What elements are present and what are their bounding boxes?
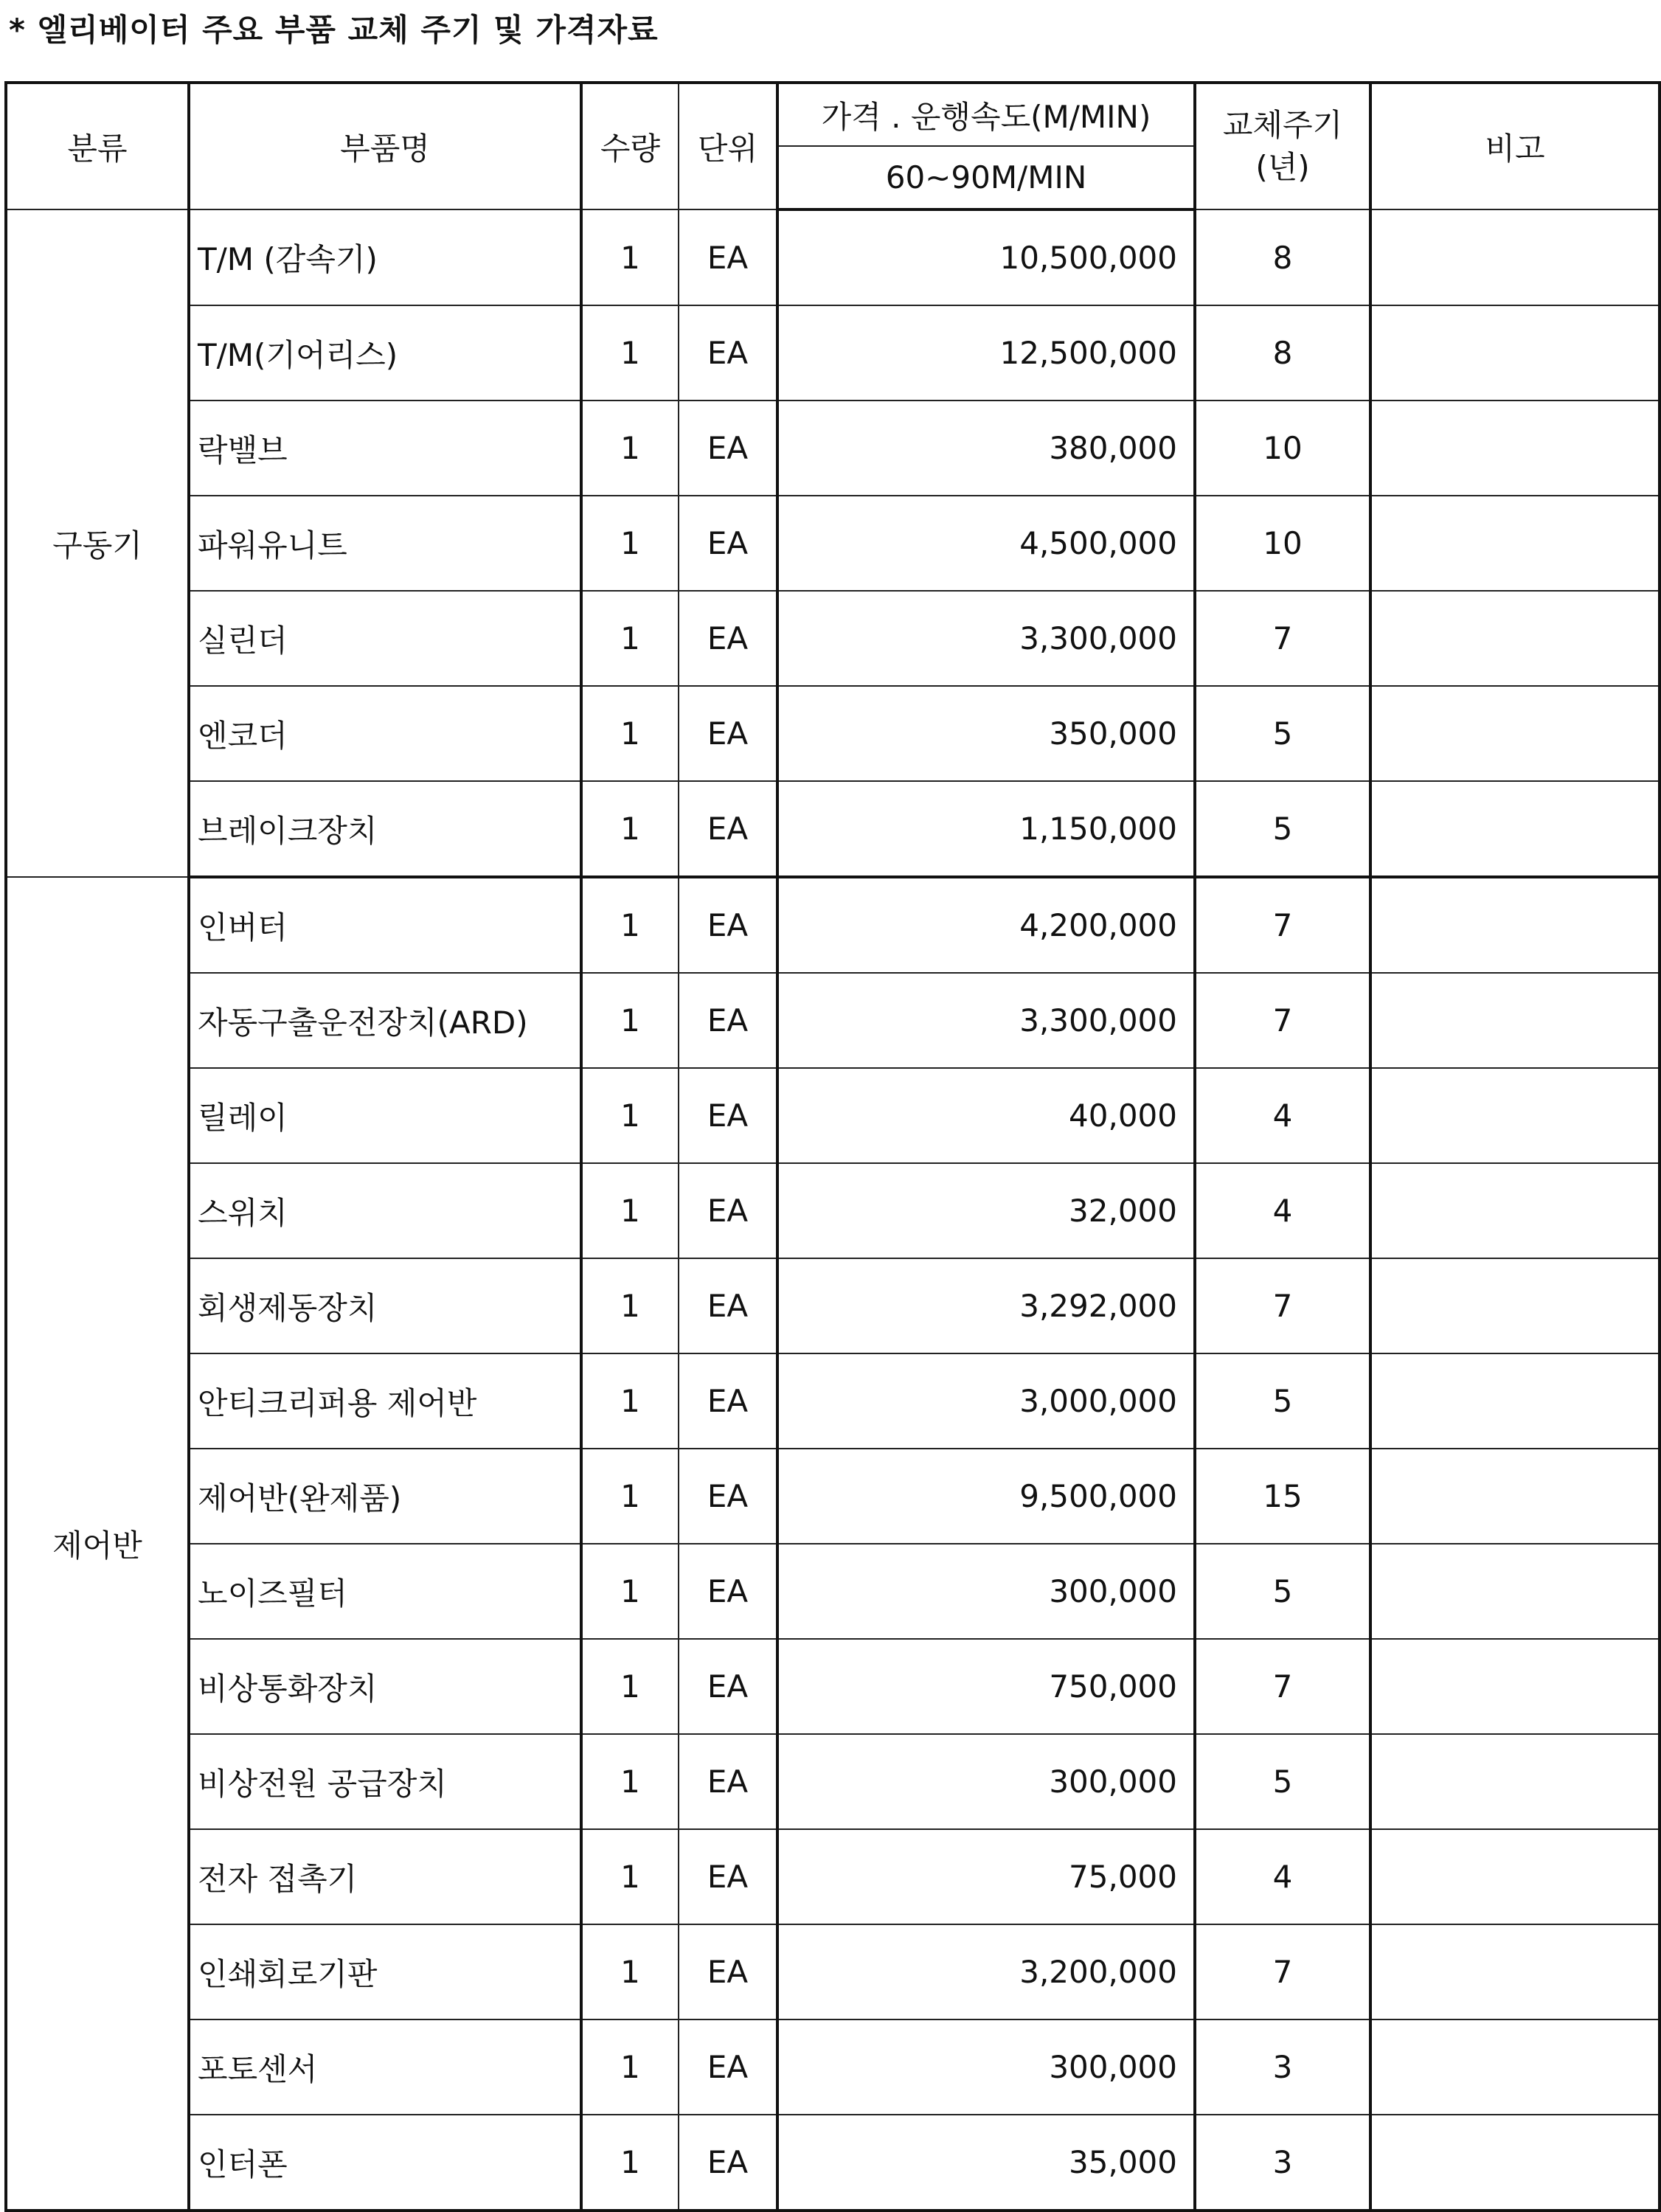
part-name-cell: 전자 접촉기: [189, 1829, 581, 1924]
table-row: [6, 209, 1660, 305]
cycle-cell: 4: [1195, 1068, 1370, 1163]
cycle-cell: 7: [1195, 1258, 1370, 1353]
quantity-cell: 1: [581, 1544, 679, 1639]
unit-cell: EA: [679, 1449, 777, 1544]
category-cell: 구동기: [6, 209, 189, 877]
note-cell: [1370, 401, 1660, 496]
table-body: [6, 209, 1660, 2211]
part-name-cell: T/M(기어리스): [189, 305, 581, 401]
unit-cell: EA: [679, 496, 777, 591]
unit-cell: EA: [679, 1258, 777, 1353]
document-title: * 엘리베이터 주요 부품 교체 주기 및 가격자료: [9, 12, 659, 48]
price-cell: 750,000: [777, 1639, 1195, 1734]
part-name-cell: 안티크리퍼용 제어반: [189, 1353, 581, 1449]
price-cell: 4,200,000: [777, 877, 1195, 973]
quantity-cell: 1: [581, 305, 679, 401]
unit-cell: EA: [679, 2115, 777, 2211]
price-cell: 3,200,000: [777, 1924, 1195, 2019]
cycle-cell: 5: [1195, 1353, 1370, 1449]
price-cell: 40,000: [777, 1068, 1195, 1163]
table-header: [6, 83, 1660, 209]
price-cell: 4,500,000: [777, 496, 1195, 591]
unit-cell: EA: [679, 2019, 777, 2115]
part-name-cell: 노이즈필터: [189, 1544, 581, 1639]
unit-cell: EA: [679, 209, 777, 305]
table-row: [6, 1353, 1660, 1449]
note-cell: [1370, 781, 1660, 877]
note-cell: [1370, 686, 1660, 781]
cycle-cell: 3: [1195, 2019, 1370, 2115]
cycle-cell: 7: [1195, 877, 1370, 973]
note-cell: [1370, 1924, 1660, 2019]
header-part-name: 부품명: [189, 83, 581, 209]
price-cell: 1,150,000: [777, 781, 1195, 877]
price-cell: 12,500,000: [777, 305, 1195, 401]
part-name-cell: 제어반(완제품): [189, 1449, 581, 1544]
part-name-cell: T/M (감속기): [189, 209, 581, 305]
quantity-cell: 1: [581, 1449, 679, 1544]
quantity-cell: 1: [581, 1924, 679, 2019]
note-cell: [1370, 2115, 1660, 2211]
table-row: [6, 1449, 1660, 1544]
quantity-cell: 1: [581, 209, 679, 305]
unit-cell: EA: [679, 1734, 777, 1829]
part-name-cell: 자동구출운전장치(ARD): [189, 973, 581, 1068]
quantity-cell: 1: [581, 877, 679, 973]
price-cell: 3,292,000: [777, 1258, 1195, 1353]
table-row: [6, 305, 1660, 401]
cycle-cell: 5: [1195, 686, 1370, 781]
quantity-cell: 1: [581, 2019, 679, 2115]
quantity-cell: 1: [581, 2115, 679, 2211]
part-name-cell: 포토센서: [189, 2019, 581, 2115]
part-name-cell: 인터폰: [189, 2115, 581, 2211]
note-cell: [1370, 1353, 1660, 1449]
header-quantity: 수량: [581, 83, 679, 209]
note-cell: [1370, 1068, 1660, 1163]
unit-cell: EA: [679, 1639, 777, 1734]
cycle-cell: 10: [1195, 401, 1370, 496]
price-cell: 3,300,000: [777, 973, 1195, 1068]
note-cell: [1370, 973, 1660, 1068]
cycle-cell: 7: [1195, 591, 1370, 686]
part-name-cell: 인버터: [189, 877, 581, 973]
table-row: [6, 1924, 1660, 2019]
part-name-cell: 실린더: [189, 591, 581, 686]
note-cell: [1370, 1258, 1660, 1353]
price-cell: 10,500,000: [777, 209, 1195, 305]
price-cell: 350,000: [777, 686, 1195, 781]
table-row: [6, 877, 1660, 973]
unit-cell: EA: [679, 973, 777, 1068]
unit-cell: EA: [679, 1163, 777, 1258]
quantity-cell: 1: [581, 1163, 679, 1258]
header-cycle-unit: (년): [1255, 148, 1310, 185]
note-cell: [1370, 591, 1660, 686]
cycle-cell: 5: [1195, 1734, 1370, 1829]
cycle-cell: 4: [1195, 1829, 1370, 1924]
header-replacement-cycle: [1195, 83, 1370, 209]
unit-cell: EA: [679, 1829, 777, 1924]
note-cell: [1370, 1639, 1660, 1734]
price-cell: 75,000: [777, 1829, 1195, 1924]
header-price-speed: 가격 . 운행속도(M/MIN): [777, 83, 1195, 146]
parts-table: [4, 81, 1661, 2212]
header-note: 비고: [1370, 83, 1660, 209]
quantity-cell: 1: [581, 401, 679, 496]
header-speed-range: 60~90M/MIN: [777, 146, 1195, 209]
note-cell: [1370, 877, 1660, 973]
table-row: [6, 1544, 1660, 1639]
note-cell: [1370, 305, 1660, 401]
table-row: [6, 496, 1660, 591]
price-cell: 300,000: [777, 2019, 1195, 2115]
cycle-cell: 8: [1195, 305, 1370, 401]
price-cell: 32,000: [777, 1163, 1195, 1258]
note-cell: [1370, 1449, 1660, 1544]
table-row: [6, 1258, 1660, 1353]
quantity-cell: 1: [581, 1353, 679, 1449]
table-row: [6, 1068, 1660, 1163]
price-cell: 9,500,000: [777, 1449, 1195, 1544]
unit-cell: EA: [679, 1068, 777, 1163]
table-row: [6, 686, 1660, 781]
unit-cell: EA: [679, 686, 777, 781]
part-name-cell: 회생제동장치: [189, 1258, 581, 1353]
price-cell: 3,300,000: [777, 591, 1195, 686]
unit-cell: EA: [679, 401, 777, 496]
unit-cell: EA: [679, 305, 777, 401]
part-name-cell: 스위치: [189, 1163, 581, 1258]
note-cell: [1370, 1163, 1660, 1258]
table-row: [6, 1163, 1660, 1258]
table-row: [6, 1829, 1660, 1924]
cycle-cell: 3: [1195, 2115, 1370, 2211]
note-cell: [1370, 2019, 1660, 2115]
quantity-cell: 1: [581, 1734, 679, 1829]
quantity-cell: 1: [581, 1068, 679, 1163]
part-name-cell: 브레이크장치: [189, 781, 581, 877]
unit-cell: EA: [679, 781, 777, 877]
price-cell: 35,000: [777, 2115, 1195, 2211]
table-row: [6, 591, 1660, 686]
price-cell: 3,000,000: [777, 1353, 1195, 1449]
cycle-cell: 10: [1195, 496, 1370, 591]
header-unit: 단위: [679, 83, 777, 209]
unit-cell: EA: [679, 1924, 777, 2019]
quantity-cell: 1: [581, 781, 679, 877]
note-cell: [1370, 496, 1660, 591]
table-row: [6, 2019, 1660, 2115]
cycle-cell: 7: [1195, 1924, 1370, 2019]
quantity-cell: 1: [581, 686, 679, 781]
unit-cell: EA: [679, 1353, 777, 1449]
header-category: 분류: [6, 83, 189, 209]
quantity-cell: 1: [581, 1258, 679, 1353]
cycle-cell: 7: [1195, 1639, 1370, 1734]
price-cell: 300,000: [777, 1544, 1195, 1639]
part-name-cell: 비상전원 공급장치: [189, 1734, 581, 1829]
cycle-cell: 8: [1195, 209, 1370, 305]
part-name-cell: 엔코더: [189, 686, 581, 781]
table-row: [6, 973, 1660, 1068]
cycle-cell: 5: [1195, 1544, 1370, 1639]
part-name-cell: 파워유니트: [189, 496, 581, 591]
category-cell: 제어반: [6, 877, 189, 2211]
table-row: [6, 1734, 1660, 1829]
part-name-cell: 락밸브: [189, 401, 581, 496]
cycle-cell: 15: [1195, 1449, 1370, 1544]
price-cell: 380,000: [777, 401, 1195, 496]
quantity-cell: 1: [581, 591, 679, 686]
part-name-cell: 비상통화장치: [189, 1639, 581, 1734]
quantity-cell: 1: [581, 496, 679, 591]
unit-cell: EA: [679, 591, 777, 686]
quantity-cell: 1: [581, 973, 679, 1068]
header-cycle-label: 교체주기: [1222, 106, 1343, 143]
part-name-cell: 릴레이: [189, 1068, 581, 1163]
note-cell: [1370, 1734, 1660, 1829]
table-row: [6, 2115, 1660, 2211]
cycle-cell: 4: [1195, 1163, 1370, 1258]
unit-cell: EA: [679, 1544, 777, 1639]
note-cell: [1370, 209, 1660, 305]
note-cell: [1370, 1544, 1660, 1639]
table-row: [6, 401, 1660, 496]
cycle-cell: 7: [1195, 973, 1370, 1068]
quantity-cell: 1: [581, 1639, 679, 1734]
table-row: [6, 1639, 1660, 1734]
price-cell: 300,000: [777, 1734, 1195, 1829]
note-cell: [1370, 1829, 1660, 1924]
cycle-cell: 5: [1195, 781, 1370, 877]
part-name-cell: 인쇄회로기판: [189, 1924, 581, 2019]
table-row: [6, 781, 1660, 877]
quantity-cell: 1: [581, 1829, 679, 1924]
unit-cell: EA: [679, 877, 777, 973]
